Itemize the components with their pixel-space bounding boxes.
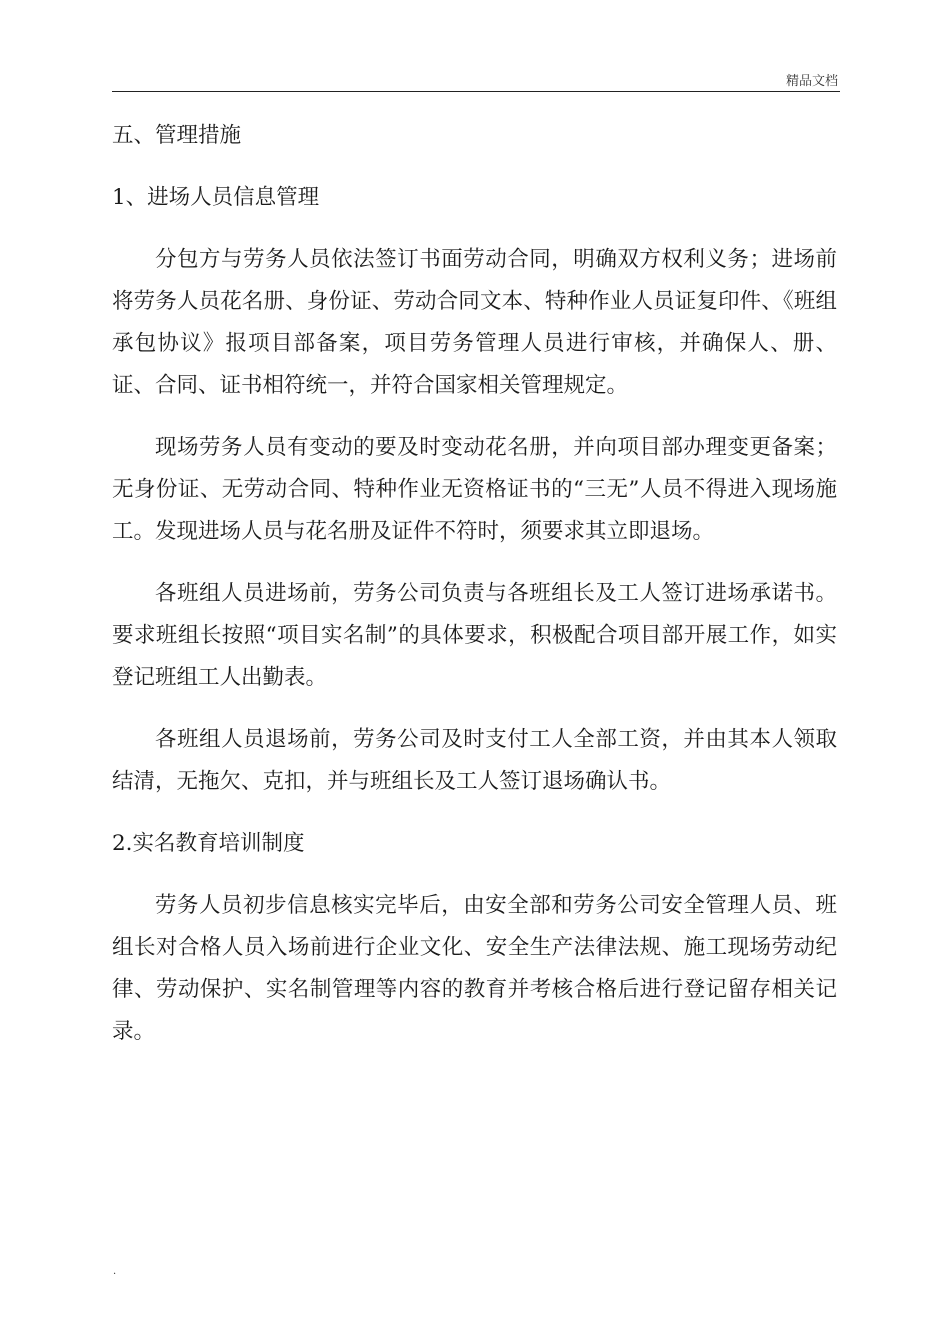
section-title: 五、管理措施 xyxy=(112,123,242,148)
paragraph: 劳务人员初步信息核实完毕后，由安全部和劳务公司安全管理人员、班组长对合格人员入场前进行企业文化、安全生产法律法规、施工现场劳动纪律、劳动保护、实名制管理等内容的教育并考核合格后进行登记留存相关记录。 xyxy=(112,893,837,1044)
paragraph: 各班组人员进场前，劳务公司负责与各班组长及工人签订进场承诺书。要求班组长按照“项目实名制”的具体要求，积极配合项目部开展工作，如实登记班组工人出勤表。 xyxy=(112,581,837,690)
paragraph: 各班组人员退场前，劳务公司及时支付工人全部工资，并由其本人领取结清，无拖欠、克扣，并与班组长及工人签订退场确认书。 xyxy=(112,727,837,794)
subsection-title-1: 1、进场人员信息管理 xyxy=(112,185,320,210)
subsection-title-2: 2.实名教育培训制度 xyxy=(112,831,305,856)
paragraph: 现场劳务人员有变动的要及时变动花名册，并向项目部办理变更备案；无身份证、无劳动合同、特种作业无资格证书的“三无”人员不得进入现场施工。发现进场人员与花名册及证件不符时，须要求其立即退场。 xyxy=(112,435,837,544)
footer-mark: . xyxy=(113,1266,117,1277)
header-divider xyxy=(112,91,840,92)
paragraph: 分包方与劳务人员依法签订书面劳动合同，明确双方权利义务；进场前将劳务人员花名册、身份证、劳动合同文本、特种作业人员证复印件、《班组承包协议》报项目部备案，项目劳务管理人员进行审核，并确保人、册、证、合同、证书相符统一，并符合国家相关管理规定。 xyxy=(112,247,837,398)
document-body xyxy=(112,115,837,1073)
header-label: 精品文档 xyxy=(785,74,838,89)
